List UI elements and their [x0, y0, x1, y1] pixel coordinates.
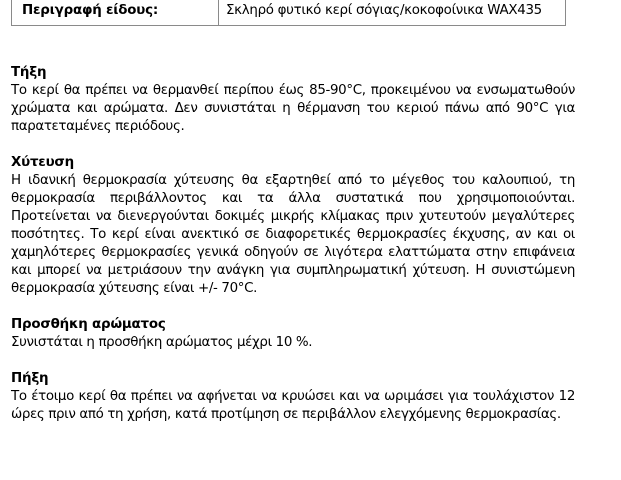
- section-fragrance: [11, 316, 575, 352]
- section-body: Συνιστάται η προσθήκη αρώματος μέχρι 10 %.: [11, 335, 313, 350]
- product-description-value: Σκληρό φυτικό κερί σόγιας/κοκοφοίνικα WAX435: [226, 3, 542, 18]
- product-description-label: Περιγραφή είδους:: [12, 0, 219, 25]
- section-setting: [11, 370, 575, 424]
- section-melting: [11, 64, 575, 136]
- section-title: Χύτευση: [11, 155, 74, 170]
- section-title: Πήξη: [11, 371, 49, 386]
- section-title: Προσθήκη αρώματος: [11, 317, 166, 332]
- section-pouring: [11, 154, 575, 298]
- document-content: [11, 64, 575, 442]
- section-body: Το κερί θα πρέπει να θερμανθεί περίπου έως 85-90°C, προκειμένου να ενσωματωθούν χρώματα και αρώματα. Δεν συνιστάται η θέρμανση του κεριού πάνω από 90°C για παρατεταμένες περιόδους.: [11, 83, 575, 134]
- product-description-table: [11, 0, 566, 26]
- section-body: Το έτοιμο κερί θα πρέπει να αφήνεται να κρυώσει και να ωριμάσει για τουλάχιστον 12 ώρες πριν από τη χρήση, κατά προτίμηση σε περιβάλλον ελεγχόμενης θερμοκρασίας.: [11, 389, 575, 422]
- section-body: Η ιδανική θερμοκρασία χύτευσης θα εξαρτηθεί από το μέγεθος του καλουπιού, τη θερμοκρασία περιβάλλοντος και τα άλλα συστατικά που χρησιμοποιούνται. Προτείνεται να διενεργούνται δοκιμές μικρής κλίμακας πριν χυτευτούν μεγαλύτερες ποσότητες. Το κερί είναι ανεκτικό σε διαφορετικές θερμοκρασίες έκχυσης, αν και οι χαμηλότερες θερμοκρασίες γενικά οδηγούν σε λιγότερα ελαττώματα στην επιφάνεια και μπορεί να μετριάσουν την ανάγκη για συμπληρωματική χύτευση. Η συνιστώμενη θερμοκρασία χύτευσης είναι +/- 70°C.: [11, 173, 575, 296]
- section-title: Τήξη: [11, 65, 47, 80]
